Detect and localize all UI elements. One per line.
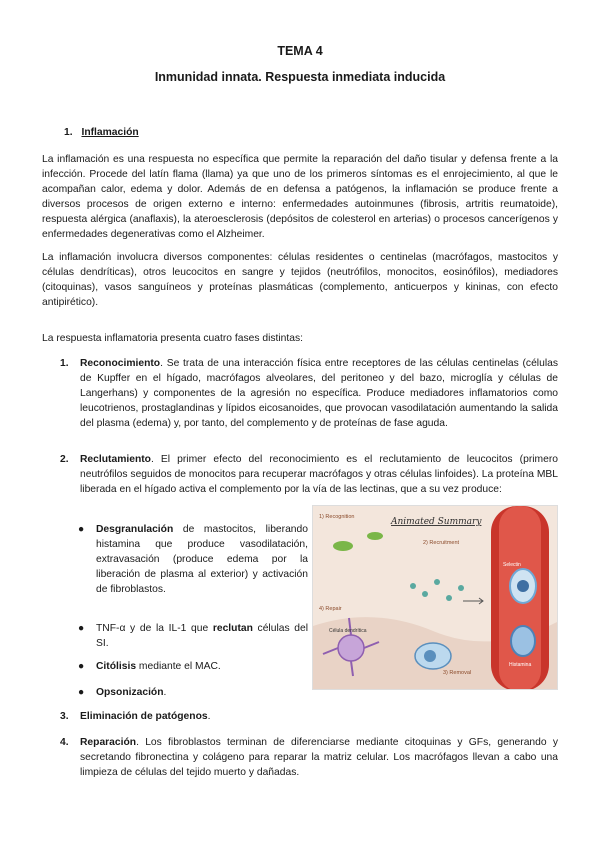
summary-illustration: [313, 506, 558, 690]
phase-text: . El primer efecto del reconocimiento es el reclutamiento de leucocitos (primero neutrófilos seguidos de monocitos para recuperar macrófagos y otras células linfoides). La proteína MBL liberada en el hígado activa el complemento por la vía de las lectinas, que a su vez produce:: [80, 454, 558, 495]
bullet-text: .: [163, 687, 167, 698]
bullet-icon: ●: [78, 524, 85, 535]
phase-item: [60, 735, 558, 780]
bullet-item: [78, 522, 308, 597]
phase-item: [60, 709, 558, 724]
bacterium-icon: [333, 541, 353, 551]
leukocyte-nucleus: [517, 580, 529, 592]
bullet-icon: ●: [78, 623, 85, 634]
section-heading: [64, 127, 139, 138]
bullet-text: células del SI.: [96, 623, 308, 649]
figure-title: Animated Summary: [391, 517, 482, 527]
paragraph-intro: La inflamación es una respuesta no específica que permite la reparación del daño tisular y defensa frente a la infección. Procede del latín flama (llama) ya que uno de los primeros síntomas es el enrojecimiento, al que le acompañan calor, edema y dolor. Además de en defensa a patógenos, la inflamación se produce frente a diversos procesos de origen externo e interno: enfermedades autoinmunes (fibrosis, artritis reumatoide), respuesta alérgica (anaflaxis), la ateroesclerosis (depósitos de colesterol en arterias) o procesos cancerígenos y enfermedades degenerativas como el Alzheimer.: [42, 154, 558, 240]
inflammation-summary-figure: [312, 505, 558, 690]
paragraph-phases-intro: La respuesta inflamatoria presenta cuatro fases distintas:: [42, 333, 303, 344]
bullet-heading: Opsonización: [96, 687, 164, 698]
bullet-heading: Desgranulación: [96, 524, 174, 535]
label-recruitment: 2) Recruitment: [423, 540, 460, 546]
phase-item: [60, 452, 558, 497]
bullet-icon: ●: [78, 661, 85, 672]
bullet-heading: Citólisis: [96, 661, 137, 672]
bacterium-icon: [367, 532, 383, 540]
phase-number: 1.: [60, 358, 69, 369]
phase-text: . Se trata de una interacción física entre receptores de las células centinelas (células de Kupffer en el hígado, macrófagos alveolares, del peritoneo y del bazo, microglía y células de Langerhans) y componentes de la agresión no específica. Produce mediadores inflamatorios como leucotrienos, prostaglandinas y lípidos eicosanoides, que provocan vasodilatación aumentando la salida del plasma (edema) y, por tanto, del complemento y de proteínas de fase aguda.: [80, 358, 558, 429]
mediator-dot: [458, 585, 464, 591]
paragraph-components: La inflamación involucra diversos componentes: células residentes o centinelas (macrófagos, mastocitos y células dendríticas), otros leucocitos en sangre y tejidos (neutrófilos, monocitos, eosinófilos), mediadores (citoquinas), vasos sanguíneos y proteínas plasmáticas (complemento, anticuerpos y kininas, con efecto antipirético).: [42, 252, 558, 308]
phase-heading: Reclutamiento: [80, 454, 151, 465]
label-dendritic: Célula dendrítica: [329, 628, 367, 634]
bullet-icon: ●: [78, 687, 85, 698]
tema-heading: TEMA 4: [277, 44, 323, 58]
phase-text: .: [207, 711, 211, 722]
phase-number: 3.: [60, 711, 69, 722]
phase-item: [60, 356, 558, 431]
bullet-text: mediante el MAC.: [136, 661, 221, 672]
label-histamine: Histamina: [509, 662, 532, 668]
phase-heading: Reconocimiento: [80, 358, 161, 369]
section-number: 1.: [64, 127, 73, 138]
bullet-heading: reclutan: [212, 623, 253, 634]
bullet-prefix: TNF-α y de la IL-1 que: [96, 623, 213, 634]
bullet-item: [78, 621, 308, 651]
label-selectin: Selectin: [503, 562, 521, 568]
section-title: Inflamación: [81, 127, 139, 138]
mediator-dot: [410, 583, 416, 589]
phase-text: . Los fibroblastos terminan de diferenciarse mediante citoquinas y GFs, generando y secretando fibronectina y colágeno para reparar la matriz celular. Los macrófagos llevan a cabo una limpieza de células del tejido muerto y dañadas.: [80, 737, 558, 778]
phase-heading: Reparación: [80, 737, 137, 748]
document-subtitle: Inmunidad innata. Respuesta inmediata inducida: [154, 70, 446, 84]
dendritic-cell: [338, 635, 364, 661]
phase-number: 4.: [60, 737, 69, 748]
macrophage-nucleus: [424, 650, 436, 662]
phase-heading: Eliminación de patógenos: [80, 711, 208, 722]
bullet-item: [78, 659, 308, 674]
label-removal: 3) Removal: [443, 670, 472, 676]
mast-cell: [511, 626, 535, 656]
mediator-dot: [434, 579, 440, 585]
bullet-item: [78, 685, 308, 700]
label-repair: 4) Repair: [319, 606, 342, 612]
label-recognition: 1) Recognition: [319, 514, 355, 520]
mediator-dot: [446, 595, 452, 601]
mediator-dot: [422, 591, 428, 597]
phase-number: 2.: [60, 454, 69, 465]
bullet-text: de mastocitos, liberando histamina que produce vasodilatación, extravasación (produce edema por la liberación de plasma al exterior) y activación de fibroblastos.: [96, 524, 308, 595]
